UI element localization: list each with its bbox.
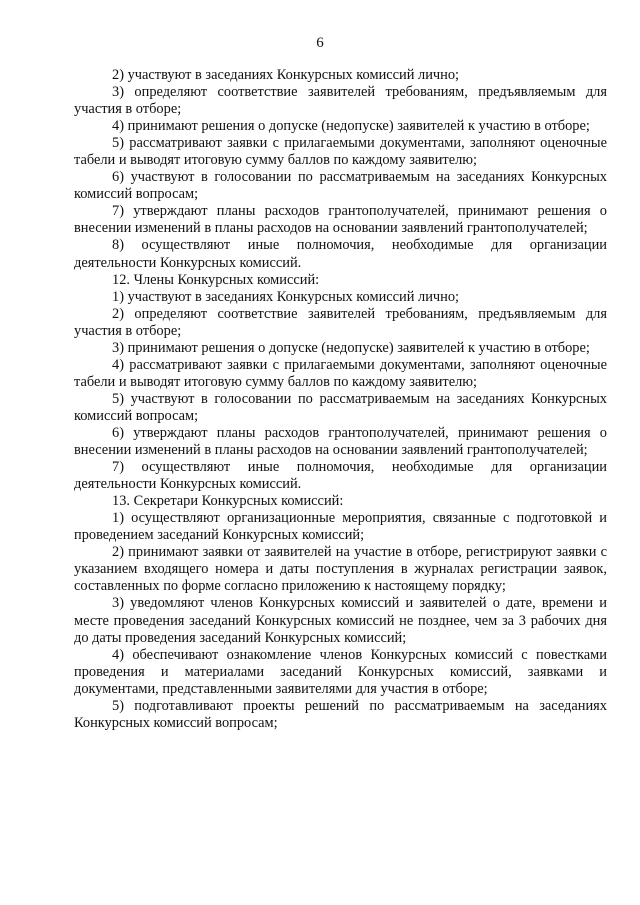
page-number: 6 [316, 35, 324, 51]
paragraph: 2) определяют соответствие заявителей требованиям, предъявляемым для участия в отборе; [74, 305, 607, 339]
paragraph: 4) рассматривают заявки с прилагаемыми документами, заполняют оценочные табели и выводят итоговую сумму баллов по каждому заявителю; [74, 356, 607, 390]
paragraph: 5) подготавливают проекты решений по рассматриваемым на заседаниях Конкурсных комиссий вопросам; [74, 697, 607, 731]
paragraph: 2) участвуют в заседаниях Конкурсных комиссий лично; [112, 67, 460, 83]
paragraph: 4) принимают решения о допуске (недопуске) заявителей к участию в отборе; [112, 118, 590, 135]
paragraph: 1) участвуют в заседаниях Конкурсных комиссий лично; [112, 288, 460, 305]
section-heading: 13. Секретари Конкурсных комиссий: [112, 493, 344, 510]
document-body [74, 67, 607, 732]
paragraph: 3) принимают решения о допуске (недопуске) заявителей к участию в отборе; [112, 339, 590, 356]
paragraph: 7) осуществляют иные полномочия, необходимые для организации деятельности Конкурсных комиссий. [74, 459, 607, 493]
paragraph: 1) осуществляют организационные мероприятия, связанные с подготовкой и проведением заседаний Конкурсных комиссий; [74, 510, 607, 544]
paragraph: 6) участвуют в голосовании по рассматриваемым на заседаниях Конкурсных комиссий вопросам; [74, 169, 607, 203]
paragraph: 2) принимают заявки от заявителей на участие в отборе, регистрируют заявки с указанием входящего номера и даты поступления в журналах регистрации заявок, составленных по форме согласно приложению к настоящему порядку; [74, 544, 607, 595]
paragraph: 8) осуществляют иные полномочия, необходимые для организации деятельности Конкурсных комиссий. [74, 237, 607, 271]
paragraph: 4) обеспечивают ознакомление членов Конкурсных комиссий с повестками проведения и материалами заседаний Конкурсных комиссий, заявками и документами, представленными заявителями для участия в отборе; [74, 646, 607, 697]
paragraph: 6) утверждают планы расходов грантополучателей, принимают решения о внесении изменений в планы расходов на основании заявлений грантополучателей; [74, 424, 607, 459]
paragraph: 5) рассматривают заявки с прилагаемыми документами, заполняют оценочные табели и выводят итоговую сумму баллов по каждому заявителю; [74, 135, 607, 169]
paragraph: 3) уведомляют членов Конкурсных комиссий и заявителей о дате, времени и месте проведения заседаний Конкурсных комиссий не позднее, чем за 3 рабочих дня до даты проведения заседаний Конкурсных комиссий; [74, 595, 607, 646]
paragraph: 5) участвуют в голосовании по рассматриваемым на заседаниях Конкурсных комиссий вопросам; [74, 390, 607, 424]
paragraph: 3) определяют соответствие заявителей требованиям, предъявляемым для участия в отборе; [74, 84, 607, 118]
paragraph: 7) утверждают планы расходов грантополучателей, принимают решения о внесении изменений в планы расходов на основании заявлений грантополучателей; [74, 203, 607, 237]
section-heading: 12. Члены Конкурсных комиссий: [112, 271, 320, 288]
